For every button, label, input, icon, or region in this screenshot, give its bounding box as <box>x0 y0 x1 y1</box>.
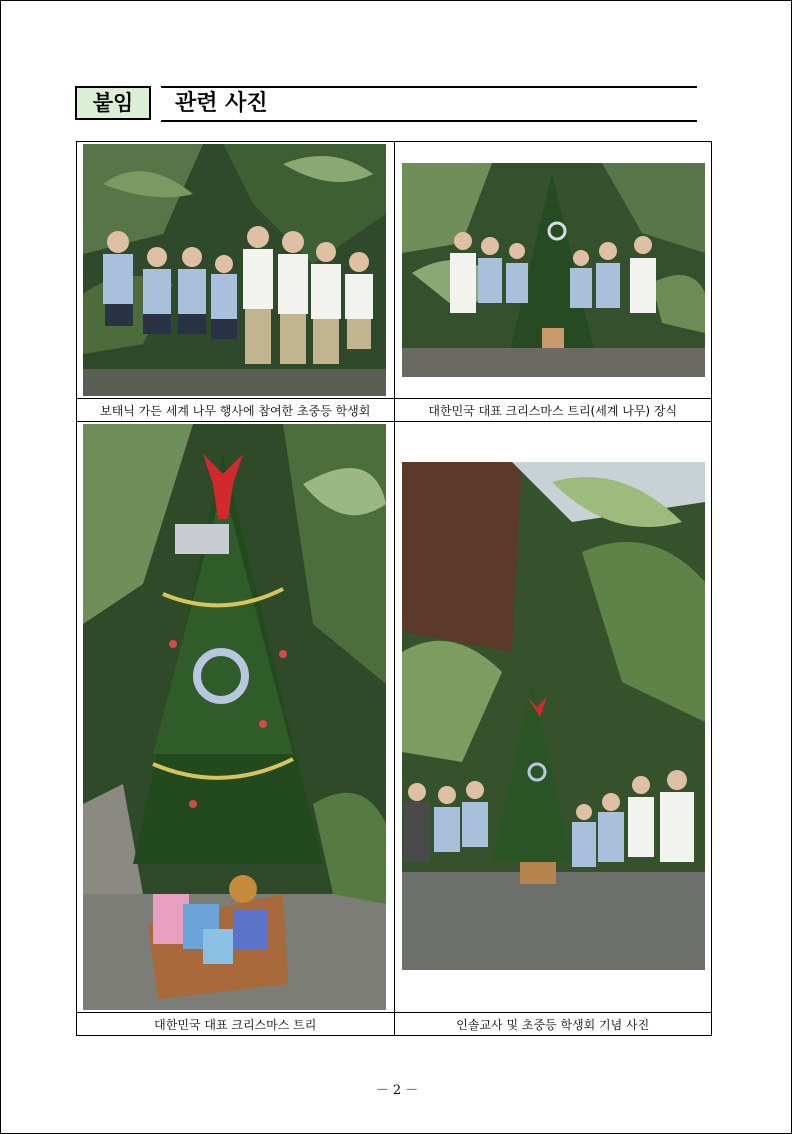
photo-caption-3: 대한민국 대표 크리스마스 트리 <box>77 1013 395 1036</box>
group-photo-christmas-tree <box>402 163 705 377</box>
photo-caption-4: 인솔교사 및 초중등 학생회 기념 사진 <box>394 1013 712 1036</box>
photo-table <box>76 141 712 1036</box>
photo-cell-3 <box>77 422 395 1013</box>
photo-caption-2: 대한민국 대표 크리스마스 트리(세계 나무) 장식 <box>394 399 712 422</box>
group-photo-teachers-students <box>402 462 705 970</box>
group-photo-students-garden <box>83 144 386 396</box>
photo-cell-2 <box>394 142 712 399</box>
christmas-tree-photo <box>83 424 386 1010</box>
section-title: 관련 사진 <box>161 86 697 122</box>
section-heading <box>75 86 697 126</box>
attachment-tag: 붙임 <box>75 86 151 120</box>
photo-cell-1 <box>77 142 395 399</box>
photo-cell-4 <box>394 422 712 1013</box>
page-number: － 2 － <box>375 1083 419 1098</box>
photo-caption-1: 보태닉 가든 세계 나무 행사에 참여한 초중등 학생회 <box>77 399 395 422</box>
